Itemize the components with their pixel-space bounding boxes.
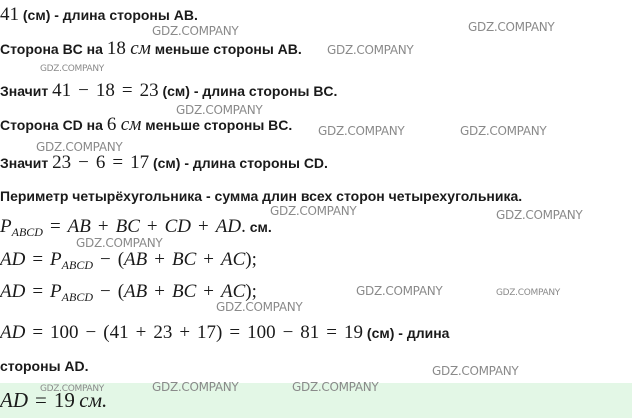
watermark: GDZ.COMPANY [40, 384, 105, 394]
watermark: GDZ.COMPANY [432, 364, 519, 378]
watermark: GDZ.COMPANY [318, 124, 405, 138]
watermark: GDZ.COMPANY [496, 288, 561, 298]
line-ad-formula-2: AD = $P_{ABCD} - (AB$ + BC + AC); [0, 281, 257, 304]
answer-line: AD = 19 см. [0, 388, 108, 412]
line-cd-condition: Сторона CD на 6 см меньше стороны BC. [0, 114, 293, 135]
watermark: GDZ.COMPANY [152, 24, 239, 38]
watermark: GDZ.COMPANY [40, 64, 105, 74]
watermark: GDZ.COMPANY [36, 140, 123, 154]
watermark: GDZ.COMPANY [176, 103, 263, 117]
line-ad-label: стороны AD. [0, 358, 89, 374]
line-ab-length: 41 (см) - длина стороны AB. [0, 4, 198, 25]
watermark: GDZ.COMPANY [356, 284, 443, 298]
watermark: GDZ.COMPANY [270, 204, 357, 218]
line-perimeter-formula: $P_{ABCD}$ = AB + BC + CD + AD. см. [0, 216, 272, 239]
watermark: GDZ.COMPANY [496, 208, 583, 222]
line-ad-formula-1: AD = $P_{ABCD} - (AB$ + BC + AC); [0, 249, 257, 272]
watermark: GDZ.COMPANY [460, 124, 547, 138]
line-perimeter-definition: Периметр четырёхугольника - сумма длин всех сторон четырехугольника. [0, 188, 523, 204]
line-cd-calc: Значит 23 − 6 = 17 (см) - длина стороны CD. [0, 152, 328, 173]
watermark: GDZ.COMPANY [292, 380, 379, 394]
watermark: GDZ.COMPANY [216, 300, 303, 314]
watermark: GDZ.COMPANY [152, 380, 239, 394]
watermark: GDZ.COMPANY [468, 20, 555, 34]
watermark: GDZ.COMPANY [76, 236, 163, 250]
line-bc-calc: Значит 41 − 18 = 23 (см) - длина стороны BC. [0, 80, 338, 101]
line-ad-calc: AD = 100 − (41 + 23 + 17) = 100 − 81 = 19 (см) - длина [0, 322, 450, 343]
watermark: GDZ.COMPANY [327, 43, 414, 57]
line-bc-condition: Сторона BC на 18 см меньше стороны AB. [0, 38, 302, 59]
